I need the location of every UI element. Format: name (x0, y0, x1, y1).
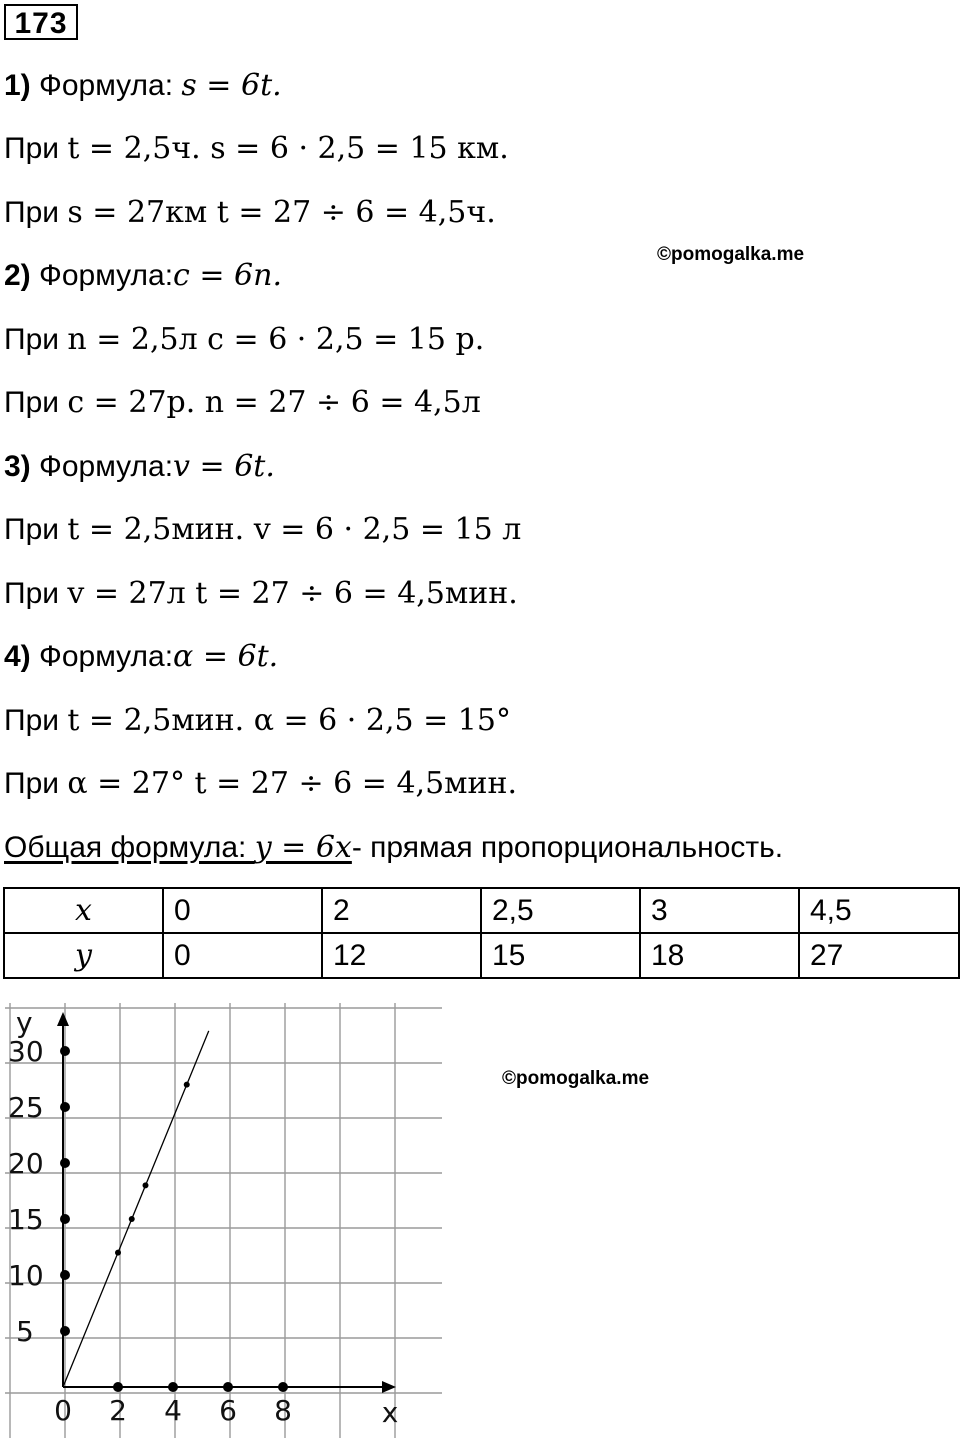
y-axis-arrow (57, 1012, 69, 1026)
x-axis-dot (278, 1382, 288, 1392)
y-axis-dot (60, 1046, 70, 1056)
general-formula-heading (4, 831, 352, 864)
table-row-y (4, 933, 959, 978)
y-axis-dot (60, 1102, 70, 1112)
x-tick-label: 8 (274, 1394, 292, 1427)
x-tick-label: 6 (219, 1394, 237, 1427)
y-axis-dot (60, 1158, 70, 1168)
table-cell: 0 (163, 888, 322, 933)
line-text: При (4, 767, 68, 800)
item-label: 3) (4, 450, 31, 483)
formula: t = 2,5мин. v = 6 · 2,5 = 15 л (67, 512, 522, 547)
general-formula-line (4, 830, 783, 866)
line-text: Формула: (30, 69, 182, 102)
line-text: При (4, 196, 68, 229)
line-text: При (4, 577, 68, 610)
formula: s = 27км t = 27 ÷ 6 = 4,5ч. (67, 195, 496, 230)
line-10 (4, 639, 278, 675)
formula: n = 2,5л c = 6 · 2,5 = 15 р. (67, 322, 485, 357)
line-text: При (4, 704, 68, 737)
y-axis-dot (60, 1270, 70, 1280)
line-text: Формула: (30, 259, 174, 292)
y-tick-label: 25 (8, 1091, 44, 1124)
y-tick-label: 5 (16, 1315, 34, 1348)
line-1 (4, 68, 282, 104)
item-label: 2) (4, 259, 31, 292)
y-tick-label: 15 (8, 1203, 44, 1236)
data-point (129, 1216, 135, 1222)
formula: t = 2,5ч. s = 6 · 2,5 = 15 км. (67, 131, 509, 166)
line-7 (4, 449, 275, 485)
data-point (115, 1250, 121, 1256)
formula: c = 27р. n = 27 ÷ 6 = 4,5л (67, 385, 481, 420)
line-9 (4, 576, 518, 612)
watermark: ©pomogalka.me (502, 1068, 650, 1089)
x-axis-label: x (381, 1396, 399, 1429)
line-3 (4, 195, 496, 231)
line-4 (4, 258, 282, 294)
table-header-y: y (4, 933, 163, 978)
watermark: ©pomogalka.me (657, 244, 805, 265)
formula: s = 6t. (181, 68, 282, 103)
axes (57, 1012, 396, 1393)
general-formula: y = 6x (254, 830, 352, 865)
y-axis-label: y (16, 1006, 33, 1039)
table-cell: 2,5 (481, 888, 640, 933)
y-tick-label: 30 (8, 1035, 44, 1068)
table-cell: 2 (322, 888, 481, 933)
line-text: Формула: (30, 450, 174, 483)
line-2 (4, 131, 509, 167)
line-12 (4, 766, 517, 802)
problem-number: 173 (4, 4, 78, 40)
x-axis-arrow (382, 1381, 396, 1393)
table-cell: 27 (799, 933, 959, 978)
line-6 (4, 385, 481, 421)
item-label: 1) (4, 69, 31, 102)
table-row-x (4, 888, 959, 933)
line-text: Формула: (30, 640, 174, 673)
graph (0, 998, 445, 1443)
y-tick-label: 20 (8, 1147, 44, 1180)
y-axis-dot (60, 1326, 70, 1336)
table-cell: 12 (322, 933, 481, 978)
general-formula-description: - прямая пропорциональность. (351, 831, 784, 864)
table-cell: 3 (640, 888, 799, 933)
line-text: При (4, 386, 68, 419)
x-tick-label: 4 (164, 1394, 182, 1427)
x-tick-label: 2 (109, 1394, 127, 1427)
table-header-x: x (4, 888, 163, 933)
line-8 (4, 512, 521, 548)
x-axis-dot (168, 1382, 178, 1392)
data-point (143, 1182, 149, 1188)
plot-area (63, 1031, 209, 1387)
line-text: При (4, 323, 68, 356)
formula: t = 2,5мин. α = 6 · 2,5 = 15° (67, 703, 511, 738)
y-axis-dot (60, 1214, 70, 1224)
heading-text: Общая формула: (4, 831, 255, 864)
table-cell: 18 (640, 933, 799, 978)
grid (5, 1003, 442, 1438)
table-cell: 0 (163, 933, 322, 978)
formula: α = 27° t = 27 ÷ 6 = 4,5мин. (67, 766, 518, 801)
table-cell: 15 (481, 933, 640, 978)
y-tick-label: 10 (8, 1259, 44, 1292)
x-axis-dot (113, 1382, 123, 1392)
line-text: При (4, 513, 68, 546)
data-point (184, 1082, 190, 1088)
formula: v = 6t. (173, 449, 275, 484)
line-5 (4, 322, 484, 358)
line-11 (4, 703, 511, 739)
line-text: При (4, 132, 68, 165)
values-table (3, 887, 960, 979)
formula: c = 6n. (173, 258, 282, 293)
x-tick-label: 0 (54, 1394, 72, 1427)
formula: v = 27л t = 27 ÷ 6 = 4,5мин. (67, 576, 518, 611)
table-cell: 4,5 (799, 888, 959, 933)
item-label: 4) (4, 640, 31, 673)
formula: α = 6t. (173, 639, 279, 674)
x-axis-dot (223, 1382, 233, 1392)
